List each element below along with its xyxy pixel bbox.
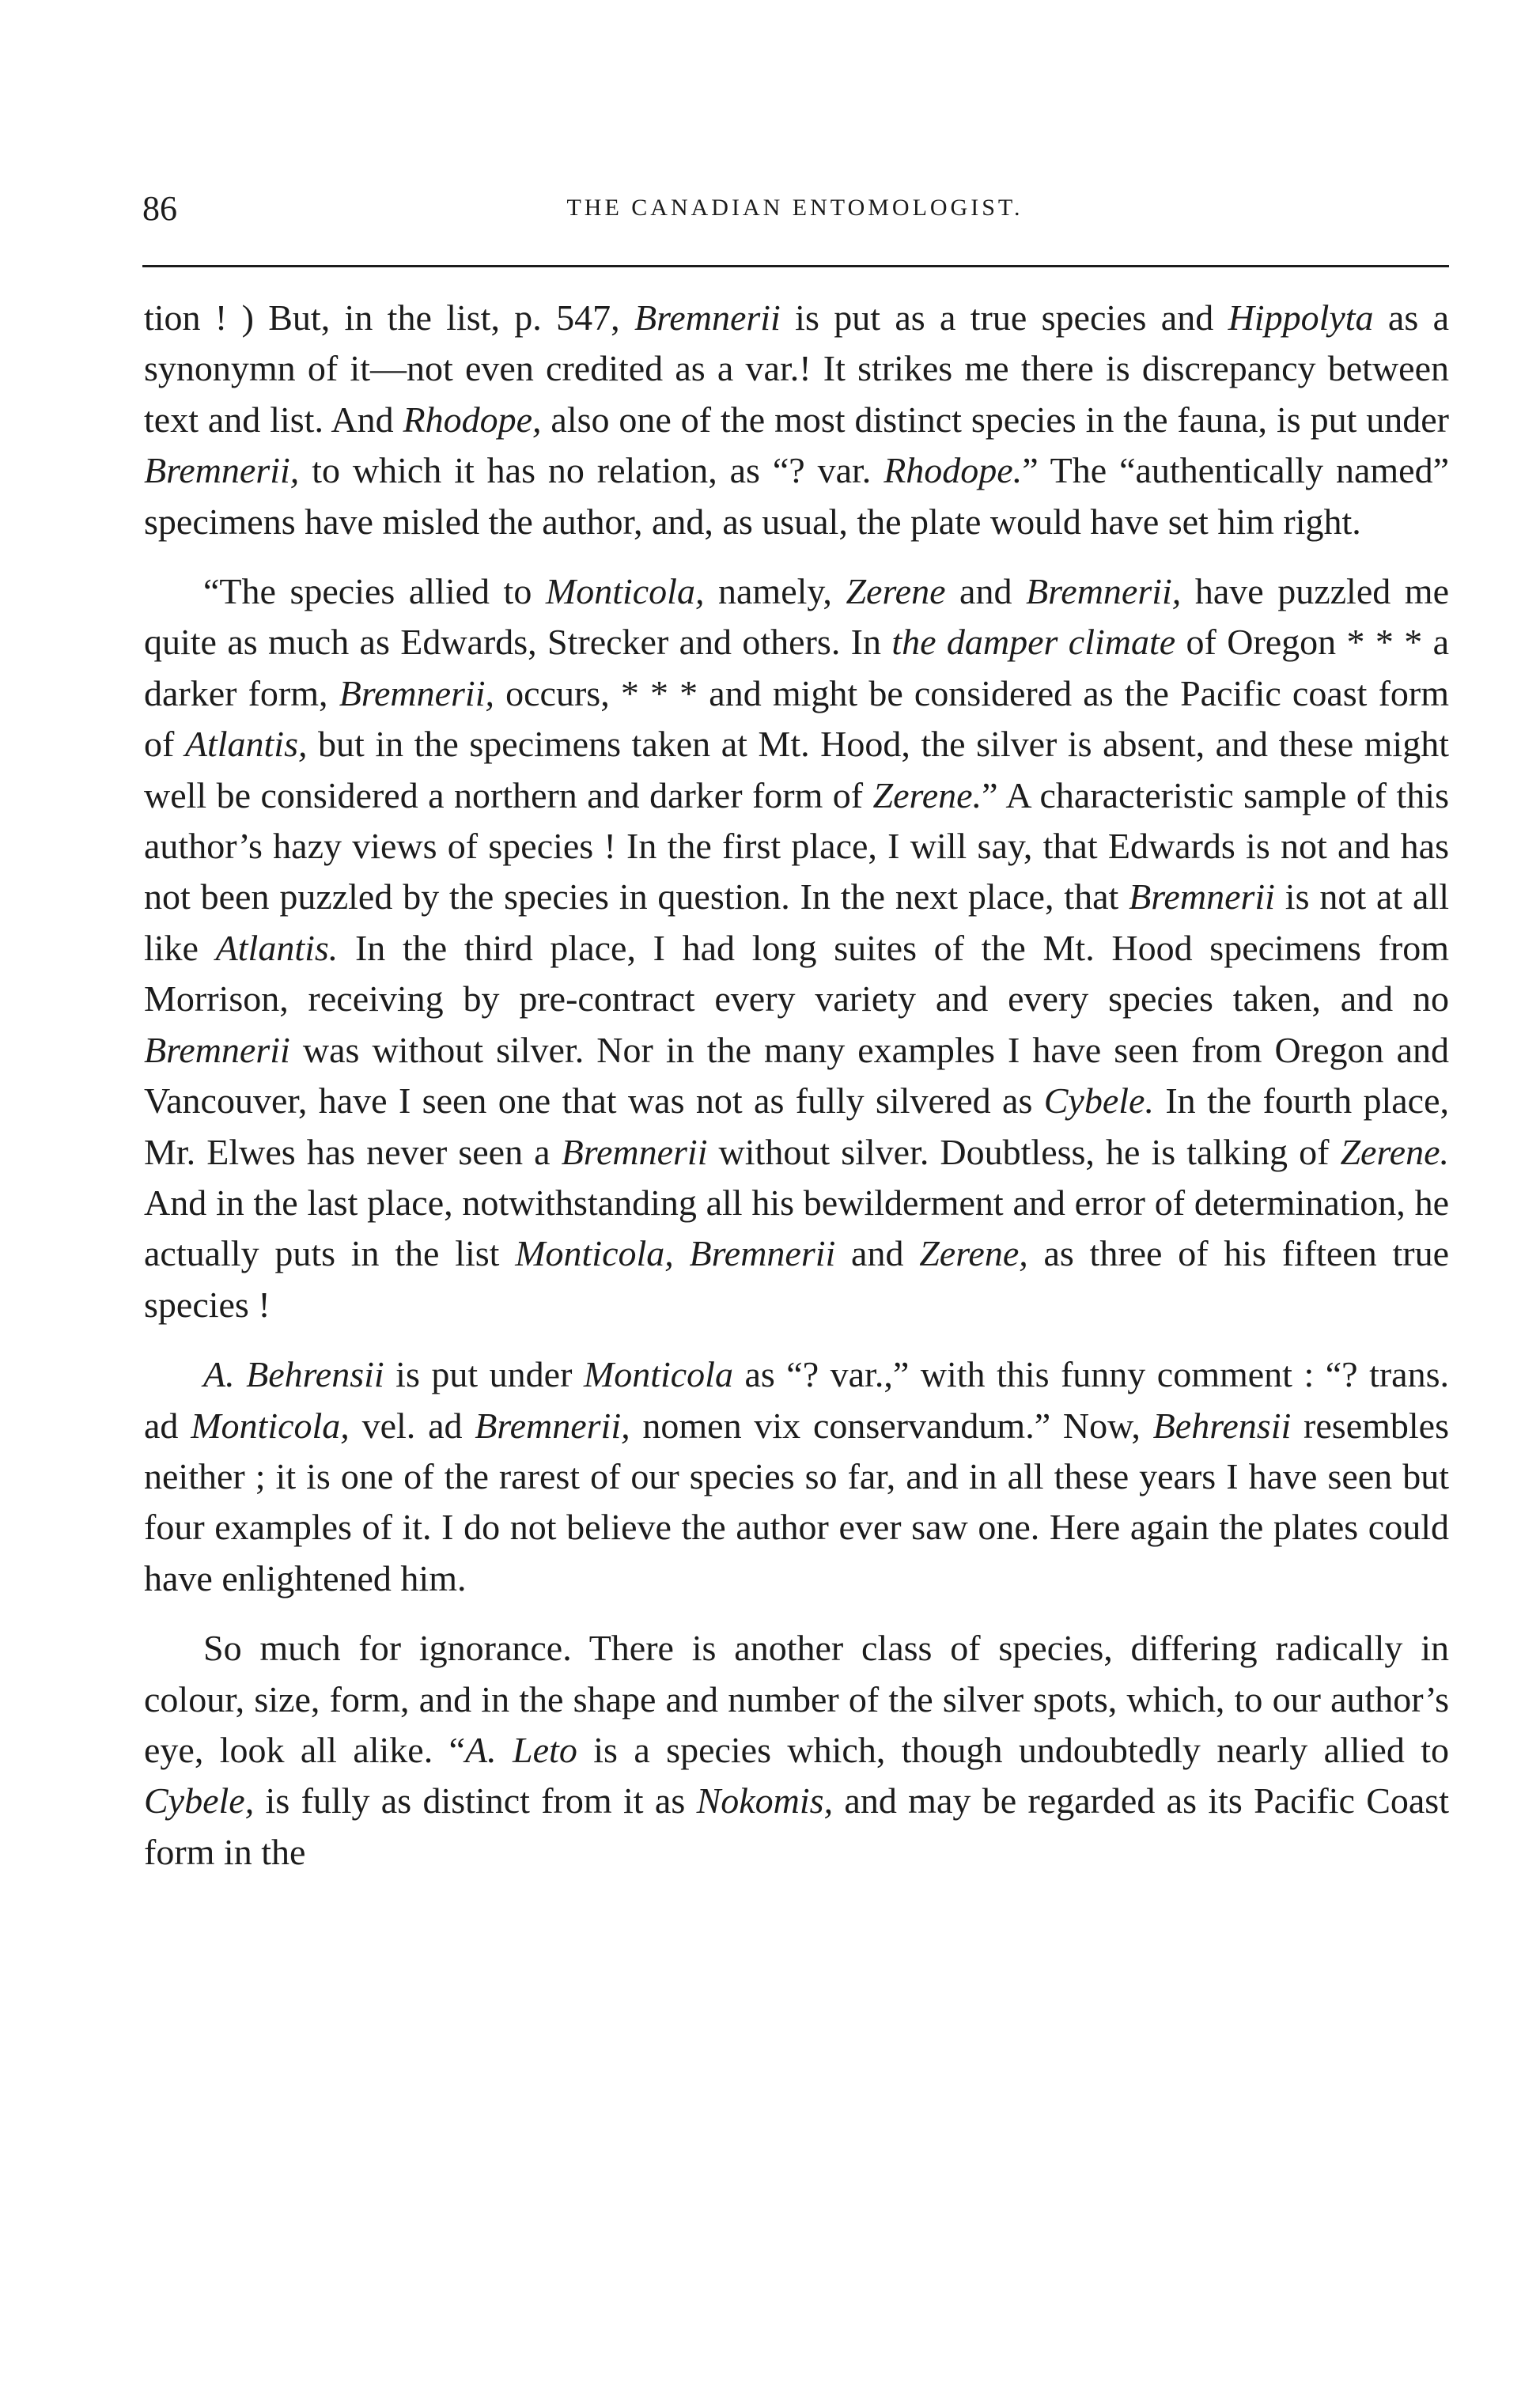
text-run: as a synonymn of it—not even credited as a var.! It strikes me there is discrepancy between text and list. And — [144, 297, 1449, 440]
text-run: ” The “authentically named” specimens have misled the author, and, as usual, the plate would have set him right. — [144, 450, 1450, 542]
text-run: is put as a true species and — [780, 297, 1228, 338]
italic-run: Zerene, — [919, 1233, 1028, 1274]
text-run: was without silver. Nor in the many examples I have seen from Oregon and Vancouver, have I seen one that was not as fully silvered as — [144, 1029, 1449, 1122]
italic-run: Bremnerii — [634, 297, 781, 338]
text-run: of Oregon * * * a darker form, — [144, 622, 1449, 713]
italic-run: Zerene. — [872, 774, 982, 815]
italic-run: Atlantis, — [184, 724, 308, 765]
italic-run: Hippolyta — [1228, 297, 1374, 338]
italic-run: the damper climate — [891, 622, 1176, 663]
text-run: “The species allied to — [203, 571, 546, 612]
italic-run: Nokomis, — [696, 1780, 834, 1822]
italic-run: Zerene — [846, 571, 946, 612]
italic-run: Bremnerii, — [475, 1405, 630, 1446]
text-run: and may be regarded as its Pacific Coast form in the — [144, 1780, 1449, 1872]
text-run: resembles neither ; it is one of the rarest of our species so far, and in all these years I have seen but four examples of it. I do not believe the author ever saw one. Here again the plates could have enlightened him. — [144, 1405, 1449, 1598]
text-run: And in the last place, notwithstanding all his bewilderment and error of determination, he actually puts in the list — [144, 1182, 1449, 1274]
italic-run: Zerene. — [1340, 1131, 1449, 1172]
text-run: as three of his fifteen true species ! — [144, 1233, 1449, 1325]
italic-run: Monticola, Bremnerii — [515, 1233, 836, 1274]
text-run: nomen vix conservandum.” Now, — [630, 1405, 1153, 1446]
text-run: but in the specimens taken at Mt. Hood, the silver is absent, and these might well be considered a northern and darker form of — [144, 724, 1449, 815]
text-run: vel. ad — [349, 1405, 475, 1446]
italic-run: Bremnerii, — [144, 450, 300, 491]
text-run: is fully as distinct from it as — [254, 1780, 697, 1822]
italic-run: A. Behrensii — [203, 1354, 384, 1395]
page-number: 86 — [142, 189, 177, 228]
italic-run: Cybele. — [1043, 1080, 1154, 1122]
body-text — [144, 293, 1449, 1878]
text-run: to which it has no relation, as “? var. — [299, 450, 884, 491]
italic-run: Bremnerii, — [339, 672, 494, 713]
text-run: So much for ignorance. There is another class of species, differing radically in colour, size, form, and in the shape and number of the silver spots, which, to our author’s eye, look all alike. “ — [144, 1628, 1449, 1770]
header-rule — [142, 265, 1449, 267]
italic-run: Cybele, — [144, 1780, 255, 1822]
italic-run: Bremnerii — [1129, 876, 1275, 917]
paragraph-2 — [144, 566, 1449, 1330]
text-run: occurs, * * * and might be considered as the Pacific coast form of — [144, 672, 1450, 765]
italic-run: Bremnerii, — [1026, 571, 1182, 612]
paragraph-4 — [144, 1623, 1449, 1878]
italic-run: Monticola, — [545, 571, 705, 612]
running-title: THE CANADIAN ENTOMOLOGIST. — [566, 195, 1024, 221]
paragraph-1 — [144, 293, 1449, 547]
italic-run: Rhodope. — [884, 450, 1023, 491]
text-run: have puzzled me quite as much as Edwards, Strecker and others. In — [144, 571, 1449, 663]
italic-run: Monticola, — [191, 1405, 350, 1446]
italic-run: Behrensii — [1152, 1405, 1292, 1446]
text-run: namely, — [704, 571, 846, 612]
italic-run: Atlantis. — [215, 927, 339, 968]
paragraph-3 — [144, 1349, 1449, 1604]
text-run: tion ! ) But, in the list, p. 547, — [144, 297, 635, 338]
text-run: without silver. Doubtless, he is talking of — [707, 1131, 1341, 1172]
text-run: In the fourth place, Mr. Elwes has never seen a — [144, 1080, 1449, 1172]
text-run: In the third place, I had long suites of the Mt. Hood specimens from Morrison, receiving by pre-contract every variety and every species taken, and no — [144, 927, 1450, 1020]
italic-run: Rhodope, — [403, 399, 542, 440]
italic-run: Bremnerii — [144, 1029, 290, 1070]
text-run: ” A characteristic sample of this author’s hazy views of species ! In the first place, I will say, that Edwards is not and has not been puzzled by the species in question. In the next place, that — [144, 774, 1449, 917]
text-run: is put under — [384, 1354, 584, 1395]
text-run: and — [835, 1233, 920, 1274]
italic-run: Monticola — [583, 1354, 733, 1395]
italic-run: Bremnerii — [561, 1131, 708, 1172]
text-run: is a species which, though undoubtedly nearly allied to — [577, 1729, 1450, 1770]
text-run: is not at all like — [144, 876, 1449, 968]
text-run: and — [945, 571, 1026, 612]
italic-run: A. Leto — [465, 1729, 577, 1770]
page-header — [142, 188, 1447, 236]
text-run: also one of the most distinct species in the fauna, is put under — [541, 399, 1449, 440]
text-run: as “? var.,” with this funny comment : “? trans. ad — [144, 1354, 1449, 1446]
